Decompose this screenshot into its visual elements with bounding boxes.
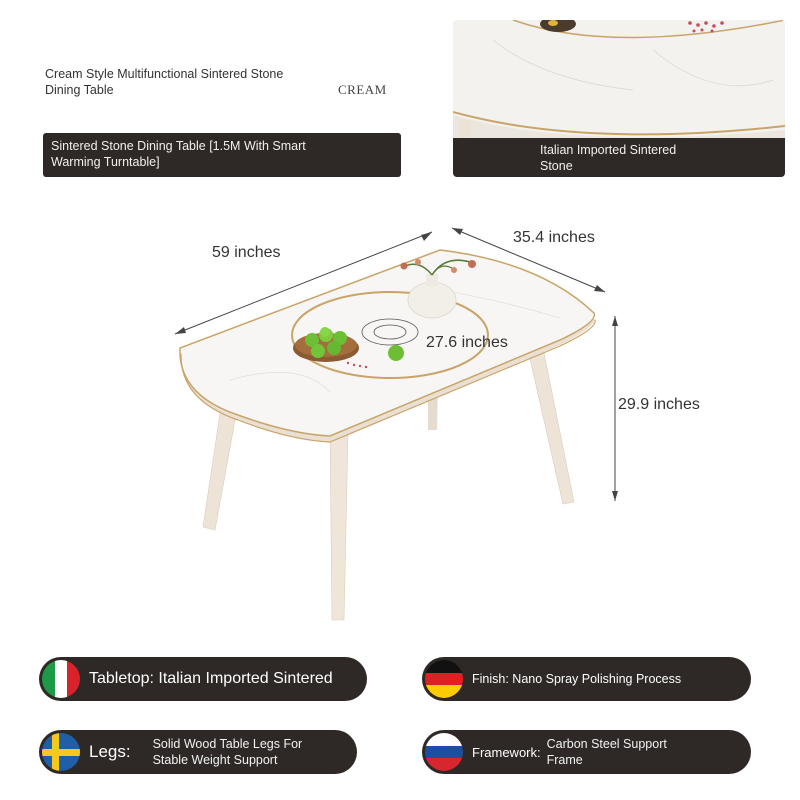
feature-tabletop: [39, 657, 367, 701]
feature-framework-description: [547, 736, 667, 768]
feature-legs-desc-line1: Solid Wood Table Legs For: [152, 737, 303, 751]
germany-flag-icon: [425, 660, 463, 698]
italy-flag-icon: [42, 660, 80, 698]
length-dimension-label: 59 inches: [212, 244, 281, 261]
model-banner-line1: Sintered Stone Dining Table [1.5M With Smart: [51, 139, 306, 153]
model-banner-line2: Warming Turntable]: [51, 155, 160, 169]
product-title-line1: Cream Style Multifunctional Sintered Stone: [45, 67, 284, 81]
feature-legs-description: [153, 736, 303, 768]
feature-finish-label: Finish: Nano Spray Polishing Process: [472, 672, 682, 686]
feature-framework-label: Framework:: [472, 744, 541, 760]
russia-flag-icon: [425, 733, 463, 771]
turntable-dimension-label: 27.6 inches: [426, 334, 508, 351]
feature-framework-desc-line2: Frame: [546, 753, 583, 767]
height-dimension-label: 29.9 inches: [618, 396, 700, 413]
sweden-flag-icon: [42, 733, 80, 771]
material-banner-line1: Italian Imported Sintered: [540, 143, 677, 157]
product-title-line2: Dining Table: [45, 83, 114, 97]
brand-logo: CREAM: [338, 82, 387, 97]
feature-framework: [422, 730, 751, 774]
feature-framework-desc-line1: Carbon Steel Support: [546, 737, 667, 751]
feature-tabletop-label: Tabletop: Italian Imported Sintered: [89, 670, 333, 687]
material-banner-line2: Stone: [540, 159, 573, 173]
width-dimension-label: 35.4 inches: [513, 229, 595, 246]
feature-legs: [39, 730, 357, 774]
feature-legs-label: Legs:: [89, 742, 131, 761]
tabletop: [180, 250, 595, 442]
feature-finish: [422, 657, 751, 701]
feature-legs-desc-line2: Stable Weight Support: [152, 753, 278, 767]
